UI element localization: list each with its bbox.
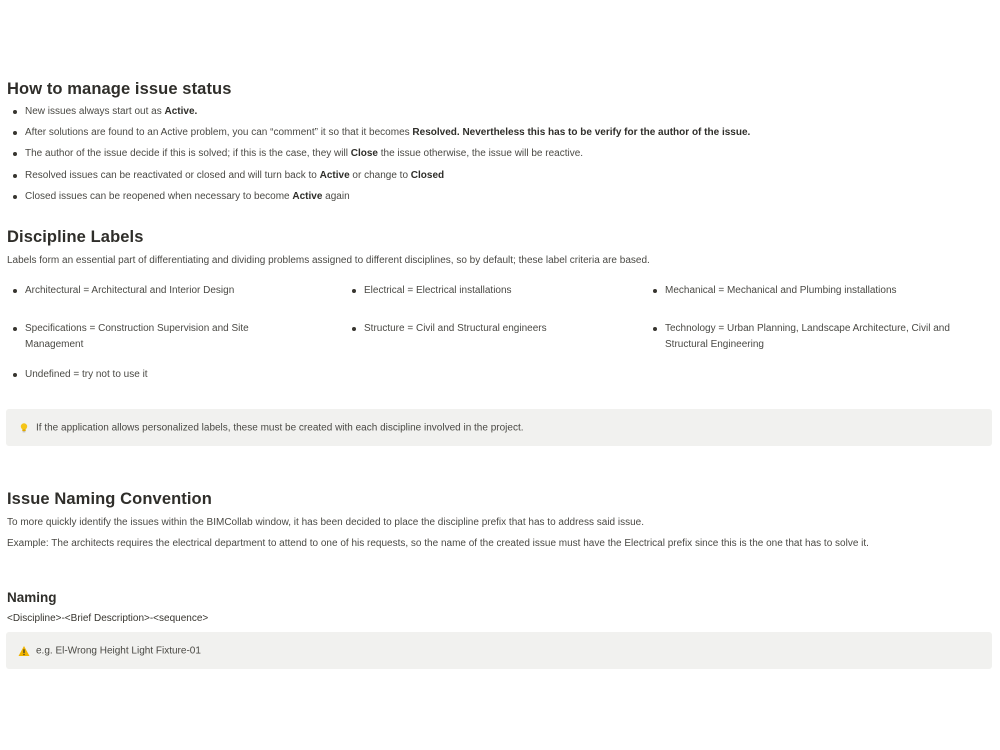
- naming-pattern: <Discipline>-<Brief Description>-<sequence>: [7, 613, 209, 624]
- labels-intro: Labels form an essential part of differentiating and dividing problems assigned to different disciplines, so by default; these label criteria are based.: [7, 255, 650, 266]
- warning-icon: [18, 645, 30, 657]
- status-bullet-1: New issues always start out as Active.: [7, 104, 985, 120]
- status-heading: How to manage issue status: [7, 80, 232, 98]
- lightbulb-icon: [18, 422, 30, 434]
- status-bullet-5: Closed issues can be reopened when necessary to become Active again: [7, 189, 985, 205]
- naming-heading: Issue Naming Convention: [7, 490, 212, 508]
- label-item-technology: Technology = Urban Planning, Landscape Architecture, Civil and Structural Engineering: [647, 321, 985, 353]
- label-item-structure: Structure = Civil and Structural engineers: [346, 321, 644, 337]
- label-item-mechanical: Mechanical = Mechanical and Plumbing installations: [647, 283, 985, 299]
- labels-callout: [6, 409, 992, 446]
- label-item-specifications: Specifications = Construction Supervision and Site Management: [7, 321, 295, 353]
- status-bullet-2: After solutions are found to an Active problem, you can “comment” it so that it becomes Resolved. Nevertheless this has to be verify for the author of the issue.: [7, 125, 985, 141]
- labels-heading: Discipline Labels: [7, 228, 144, 246]
- status-bullet-3: The author of the issue decide if this is solved; if this is the case, they will Close the issue otherwise, the issue will be reactive.: [7, 146, 985, 162]
- naming-subheading: Naming: [7, 590, 57, 605]
- naming-callout-text: e.g. El-Wrong Height Light Fixture-01: [36, 645, 201, 656]
- status-bullet-4: Resolved issues can be reactivated or closed and will turn back to Active or change to Closed: [7, 168, 985, 184]
- naming-para-2: Example: The architects requires the electrical department to attend to one of his requests, so the name of the created issue must have the Electrical prefix since this is the one that has to solve it.: [7, 538, 869, 549]
- labels-callout-text: If the application allows personalized labels, these must be created with each discipline involved in the project.: [36, 422, 524, 433]
- naming-para-1: To more quickly identify the issues within the BIMCollab window, it has been decided to place the discipline prefix that has to address said issue.: [7, 517, 645, 528]
- label-item-undefined: Undefined = try not to use it: [7, 367, 325, 383]
- label-item-architectural: Architectural = Architectural and Interior Design: [7, 283, 325, 299]
- naming-callout: [6, 632, 992, 669]
- label-item-electrical: Electrical = Electrical installations: [346, 283, 644, 299]
